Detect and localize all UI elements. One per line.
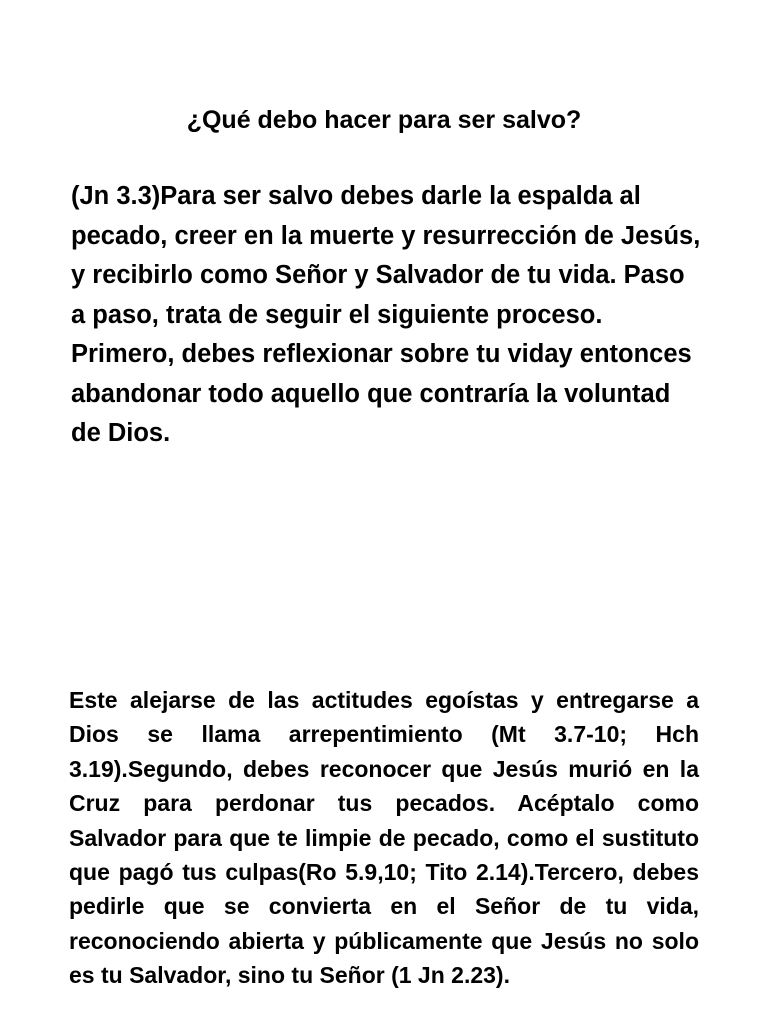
page-title: ¿Qué debo hacer para ser salvo? xyxy=(186,106,582,134)
paragraph-intro: (Jn 3.3)Para ser salvo debes darle la espalda al pecado, creer en la muerte y resurrección de Jesús, y recibirlo como Señor y Salvador de tu vida. Paso a paso, trata de seguir el siguiente proceso. Primero, debes reflexionar sobre tu viday entonces abandonar todo aquello que contraría la voluntad de Dios. xyxy=(71,182,701,447)
paragraph-steps: Este alejarse de las actitudes egoístas y entregarse a Dios se llama arrepentimiento (Mt 3.7-10; Hch 3.19).Segundo, debes reconocer que Jesús murió en la Cruz para perdonar tus pecados. Acéptalo como Salvador para que te limpie de pecado, como el sustituto que pagó tus culpas(Ro 5.9,10; Tito 2.14).Tercero, debes pedirle que se convierta en el Señor de tu vida, reconociendo abierta y públicamente que Jesús no solo es tu Salvador, sino tu Señor (1 Jn 2.23). xyxy=(69,687,699,989)
